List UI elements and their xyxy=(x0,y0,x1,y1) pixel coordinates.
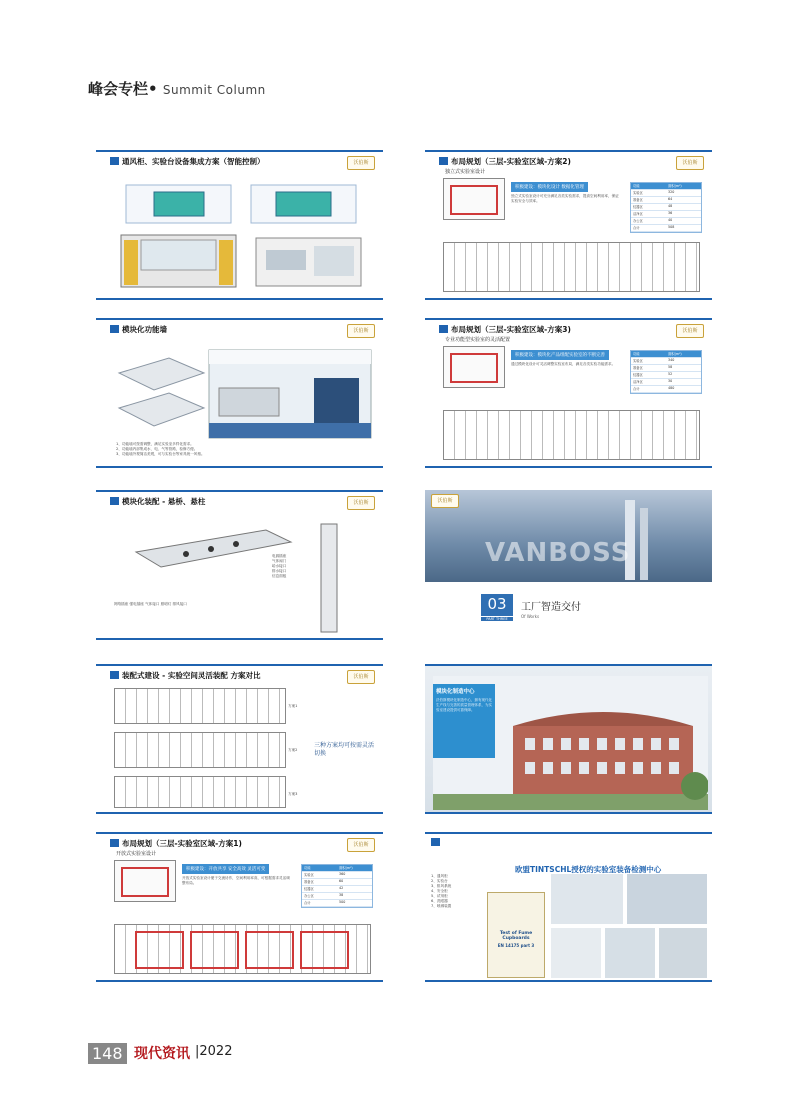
right-labels xyxy=(272,554,322,579)
table-cell: 办公区 xyxy=(304,894,314,898)
table-cell: 准备区 xyxy=(304,880,314,884)
slide-section-divider xyxy=(425,490,712,636)
cert-standard: EN 14175 part 3 xyxy=(497,943,535,948)
plan-label: 方案1 xyxy=(288,704,298,708)
table-cell: 合计 xyxy=(304,901,311,905)
table-cell: 仪器区 xyxy=(633,373,643,377)
issue-year xyxy=(195,1044,232,1059)
floor-plan-1 xyxy=(114,688,286,724)
brand-logo: 沃伯斯 xyxy=(347,496,375,510)
fume-hood-illustration xyxy=(116,180,366,290)
table-cell: 64 xyxy=(668,197,673,201)
page-number: 148 xyxy=(88,1043,127,1064)
table-cell: 洁净区 xyxy=(633,212,643,216)
slide-subtitle: 专业功能型实验室的灵活配置 xyxy=(445,337,511,343)
cert-title: Test of Fume Cupboards xyxy=(499,931,533,941)
table-header-cell: 面积(m²) xyxy=(339,866,353,870)
table-cell: 320 xyxy=(668,190,675,194)
area-table xyxy=(630,350,702,394)
table-header-cell: 功能 xyxy=(304,866,311,870)
label: 电源插座 xyxy=(272,554,287,558)
separator: | xyxy=(195,1044,200,1059)
city-banner xyxy=(425,490,712,582)
table-cell: 42 xyxy=(339,886,344,890)
note-item: 2、功能墙内部集成水、电、气等管路，检修方便。 xyxy=(116,447,198,451)
table-cell: 52 xyxy=(668,372,673,376)
list-item: 7、喷淋装置 xyxy=(431,904,452,908)
floor-plan xyxy=(443,410,700,460)
bridge-illustration xyxy=(116,522,371,634)
info-tag: 积极建设：开放共享 安全高效 灵活可变 xyxy=(182,864,269,874)
slide-title: 模块化装配 - 悬桥、悬柱 xyxy=(110,496,205,507)
section-title-en: Of Works xyxy=(521,614,540,619)
table-cell: 合计 xyxy=(633,387,640,391)
notes-list xyxy=(116,442,371,457)
floor-thumbnail xyxy=(443,346,505,388)
list-item: 4、安全柜 xyxy=(431,889,448,893)
section-title: 工厂智造交付 xyxy=(521,602,581,613)
description-text: 独立式实验室设计可充分满足各类实验需求，提高空间利用率，保证实验安全与效率。 xyxy=(511,194,619,203)
table-cell: 洁净区 xyxy=(633,380,643,384)
brand-logo: 沃伯斯 xyxy=(347,670,375,684)
section-number: 03 xyxy=(481,594,513,616)
certificate xyxy=(487,892,545,978)
list-item: 3、排风系统 xyxy=(431,884,452,888)
floor-plan xyxy=(443,242,700,292)
slide-subtitle: 独立式实验室设计 xyxy=(445,169,486,175)
table-cell: 58 xyxy=(668,365,673,369)
list-item: 2、实验台 xyxy=(431,879,448,883)
slide-subtitle: 开放式实验室设计 xyxy=(116,851,157,857)
table-cell: 办公区 xyxy=(633,219,643,223)
info-panel xyxy=(433,684,495,758)
column-title-en: Summit Column xyxy=(162,83,266,97)
plan-label: 方案2 xyxy=(288,748,298,752)
slide-layout-plan-3 xyxy=(425,318,712,468)
slide-layout-plan-1 xyxy=(96,832,383,982)
floor-plan-3 xyxy=(114,776,286,808)
slide-title: 模块化功能墙 xyxy=(110,324,167,335)
label: 强电插座 xyxy=(129,602,144,606)
brand-watermark: VANBOSS xyxy=(485,538,631,568)
panel-text: 沃伯斯模块化制造中心，拥有现代化生产线与完善的质量管理体系，为实验室建设提供可靠保障。 xyxy=(436,698,492,712)
floor-plan xyxy=(114,924,371,974)
slide-title: 通风柜、实验台设备集成方案（智能控制） xyxy=(110,156,265,167)
slide-plan-comparison xyxy=(96,664,383,814)
brand-logo: 沃伯斯 xyxy=(676,324,704,338)
lab-photos xyxy=(551,874,707,978)
description-text: 通过模块化设计可灵活调整实验室布局，满足各类实验功能需求。 xyxy=(511,362,616,366)
table-cell: 36 xyxy=(668,211,673,215)
list-item: 5、试剂柜 xyxy=(431,894,448,898)
table-cell: 500 xyxy=(339,900,346,904)
slide-marker xyxy=(431,838,440,846)
brand-logo: 沃伯斯 xyxy=(347,324,375,338)
slide-layout-plan-2 xyxy=(425,150,712,300)
table-cell: 340 xyxy=(668,358,675,362)
panel-title: 模块化制造中心 xyxy=(436,689,475,695)
brand-logo: 沃伯斯 xyxy=(347,156,375,170)
slide-fume-hood-integration xyxy=(96,150,383,300)
slide-manufacturing-center xyxy=(425,664,712,814)
table-cell: 38 xyxy=(339,893,344,897)
note-item: 1、功能墙可按需调整，满足实验室多样化需求。 xyxy=(116,442,194,446)
floor-plan-2 xyxy=(114,732,286,768)
table-cell: 实验区 xyxy=(633,359,643,363)
table-cell: 48 xyxy=(668,204,673,208)
table-cell: 508 xyxy=(668,225,675,229)
header-dot: • xyxy=(148,80,158,98)
plan-label: 方案3 xyxy=(288,792,298,796)
table-cell: 实验区 xyxy=(304,873,314,877)
table-header-cell: 面积(m²) xyxy=(668,352,682,356)
table-cell: 仪器区 xyxy=(633,205,643,209)
brand-logo: 沃伯斯 xyxy=(676,156,704,170)
label: 排风接口 xyxy=(172,602,187,606)
column-title-zh: 峰会专栏 xyxy=(88,80,149,98)
table-cell: 实验区 xyxy=(633,191,643,195)
slide-modular-bridge xyxy=(96,490,383,640)
wall-illustration xyxy=(114,348,374,440)
list-item: 1、通风柜 xyxy=(431,874,448,878)
label: 照明灯 xyxy=(160,602,172,606)
info-tag: 积极建设：模块化设计 数据化管理 xyxy=(511,182,588,192)
slide-title: 装配式建设 - 实验空间灵活装配 方案对比 xyxy=(110,670,260,681)
list-item: 6、洗眼器 xyxy=(431,899,448,903)
slide-modular-wall xyxy=(96,318,383,468)
slide-title: 欧盟TINTSCHL授权的实验室装备检测中心 xyxy=(515,865,662,874)
table-cell: 准备区 xyxy=(633,198,643,202)
comparison-note: 三种方案均可按需灵活切换 xyxy=(314,742,375,757)
note-item: 3、功能墙外观简洁美观，可与实验台等家具统一风格。 xyxy=(116,452,205,456)
slide-title: 布局规划（三层-实验室区域-方案2) xyxy=(439,156,571,167)
slide-testing-center xyxy=(425,832,712,982)
label: 气体接口 xyxy=(145,602,160,606)
brand-logo: 沃伯斯 xyxy=(347,838,375,852)
slide-title: 布局规划（三层-实验室区域-方案3) xyxy=(439,324,571,335)
label: 排水接口 xyxy=(272,569,287,573)
section-number-en: PART THREE xyxy=(481,617,513,621)
magazine-brand: 现代资讯 xyxy=(134,1046,190,1062)
table-header-cell: 功能 xyxy=(633,184,640,188)
table-cell: 准备区 xyxy=(633,366,643,370)
label: 给水接口 xyxy=(272,564,287,568)
area-table xyxy=(301,864,373,908)
left-labels xyxy=(114,602,214,607)
year: 2022 xyxy=(199,1044,233,1059)
floor-thumbnail xyxy=(114,860,176,902)
table-cell: 60 xyxy=(339,879,344,883)
area-table xyxy=(630,182,702,233)
floor-thumbnail xyxy=(443,178,505,220)
table-cell: 40 xyxy=(668,218,673,222)
info-tag: 积极建设：模块化产品组配实验室的不断完善 xyxy=(511,350,609,360)
slide-title: 布局规划（三层-实验室区域-方案1) xyxy=(110,838,242,849)
description-text: 开放式实验室设计便于交流协作，空间利用率高，可根据需求灵活调整布局。 xyxy=(182,876,290,885)
brand-logo: 沃伯斯 xyxy=(431,494,459,508)
table-cell: 30 xyxy=(668,379,673,383)
table-cell: 合计 xyxy=(633,226,640,230)
label: 信息面板 xyxy=(272,574,287,578)
table-header-cell: 面积(m²) xyxy=(668,184,682,188)
table-cell: 360 xyxy=(339,872,346,876)
label: 网络插座 xyxy=(114,602,129,606)
table-cell: 480 xyxy=(668,386,675,390)
column-header xyxy=(88,78,266,99)
table-header-cell: 功能 xyxy=(633,352,640,356)
table-cell: 仪器区 xyxy=(304,887,314,891)
label: 气体阀门 xyxy=(272,559,287,563)
